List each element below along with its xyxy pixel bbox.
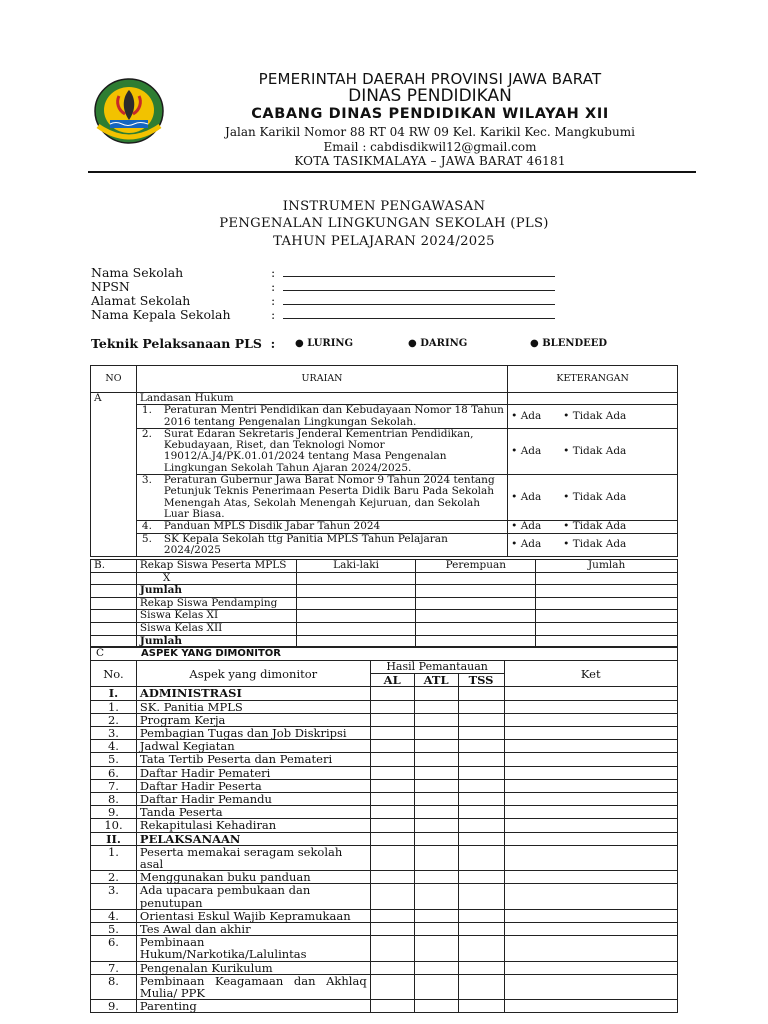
table-row: 3. Ada upacara pembukaan dan penutupan <box>91 884 678 909</box>
check-cell[interactable] <box>458 961 504 974</box>
check-cell[interactable] <box>414 819 458 832</box>
check-cell[interactable] <box>370 753 414 766</box>
table-row: 1. Peserta memakai seragam sekolah asal <box>91 845 678 870</box>
header-agency: DINAS PENDIDIKAN <box>348 86 512 106</box>
check-cell[interactable] <box>504 923 678 936</box>
ada-option[interactable]: • Ada <box>511 520 542 533</box>
check-cell[interactable] <box>414 753 458 766</box>
table-row: Siswa Kelas XI <box>91 610 678 623</box>
table-row: 2. Surat Edaran Sekretaris Jenderal Kementrian Pendidikan, Kebudayaan, Riset, dan Teknologi Nomor 19012/A.J4/PK.01.01/2024 tentang Masa Pengenalan Lingkungan Sekolah Tahun Ajaran 2024/2025. • Ada • Tidak Ada <box>91 428 678 474</box>
table-row: Rekap Siswa Pendamping <box>91 597 678 610</box>
check-cell[interactable] <box>504 909 678 922</box>
check-cell[interactable] <box>370 727 414 740</box>
check-cell[interactable] <box>414 727 458 740</box>
check-cell[interactable] <box>504 845 678 870</box>
check-cell[interactable] <box>504 961 678 974</box>
check-cell[interactable] <box>458 884 504 909</box>
blank-line[interactable] <box>283 308 555 319</box>
ada-option[interactable]: • Ada <box>511 491 542 504</box>
check-cell[interactable] <box>458 793 504 806</box>
blank-line[interactable] <box>283 280 555 291</box>
check-cell[interactable] <box>504 832 678 845</box>
table-aspek-dimonitor <box>90 660 678 1013</box>
table-row: 6. Pembinaan Hukum/Narkotika/Lalulintas <box>91 936 678 961</box>
teknik-label: Teknik Pelaksanaan PLS : <box>91 336 276 351</box>
check-cell[interactable] <box>370 871 414 884</box>
check-cell[interactable] <box>414 713 458 726</box>
check-cell[interactable] <box>370 806 414 819</box>
table-row: 8. Daftar Hadir Pemandu <box>91 793 678 806</box>
ada-option[interactable]: • Ada <box>511 444 542 457</box>
table-landasan-hukum <box>90 365 678 557</box>
check-cell[interactable] <box>504 871 678 884</box>
check-cell[interactable] <box>370 832 414 845</box>
check-cell[interactable] <box>458 713 504 726</box>
check-cell[interactable] <box>370 974 414 999</box>
option-daring[interactable]: ● DARING <box>408 338 468 349</box>
check-cell[interactable] <box>414 700 458 713</box>
check-cell[interactable] <box>504 779 678 792</box>
table-row: 8. Pembinaan Keagamaan dan Akhlaq Mulia/ PPK <box>91 974 678 999</box>
tidak-ada-option[interactable]: • Tidak Ada <box>563 444 627 457</box>
table-row: 1. Peraturan Mentri Pendidikan dan Kebudayaan Nomor 18 Tahun 2016 tentang Pengenalan Lingkungan Sekolah. • Ada • Tidak Ada <box>91 405 678 429</box>
header-city: KOTA TASIKMALAYA – JAWA BARAT 46181 <box>294 154 566 168</box>
west-java-emblem-logo <box>92 76 166 146</box>
ada-option[interactable]: • Ada <box>511 538 542 551</box>
header-branch: CABANG DINAS PENDIDIKAN WILAYAH XII <box>251 106 609 122</box>
col-no: No. <box>91 661 137 687</box>
section-letter-b: B. <box>91 560 137 573</box>
table-row: 2. Program Kerja <box>91 713 678 726</box>
table-row: 5. SK Kepala Sekolah ttg Panitia MPLS Tahun Pelajaran 2024/2025 • Ada • Tidak Ada <box>91 533 678 557</box>
check-cell[interactable] <box>504 936 678 961</box>
check-cell[interactable] <box>458 753 504 766</box>
check-cell[interactable] <box>414 806 458 819</box>
ada-option[interactable]: • Ada <box>511 409 542 422</box>
table-row: X <box>91 572 678 585</box>
table-row: 3. Pembagian Tugas dan Job Diskripsi <box>91 727 678 740</box>
header-government: PEMERINTAH DAERAH PROVINSI JAWA BARAT <box>258 70 602 88</box>
check-cell[interactable] <box>458 845 504 870</box>
check-cell[interactable] <box>414 687 458 700</box>
check-cell[interactable] <box>414 923 458 936</box>
field-nama-kepala-sekolah: Nama Kepala Sekolah : <box>91 307 555 322</box>
check-cell[interactable] <box>504 1000 678 1013</box>
check-cell[interactable] <box>414 1000 458 1013</box>
check-cell[interactable] <box>414 793 458 806</box>
table-row: 1. SK. Panitia MPLS <box>91 700 678 713</box>
tidak-ada-option[interactable]: • Tidak Ada <box>563 491 627 504</box>
section-title: Landasan Hukum <box>136 393 507 405</box>
tidak-ada-option[interactable]: • Tidak Ada <box>563 409 627 422</box>
table-row: I. ADMINISTRASI <box>91 687 678 700</box>
check-cell[interactable] <box>458 700 504 713</box>
check-cell[interactable] <box>458 687 504 700</box>
check-cell[interactable] <box>458 923 504 936</box>
check-cell[interactable] <box>414 909 458 922</box>
table-row: Siswa Kelas XII <box>91 622 678 635</box>
check-cell[interactable] <box>458 974 504 999</box>
field-npsn: NPSN : <box>91 279 555 294</box>
table-row: 5. Tata Tertib Peserta dan Pemateri <box>91 753 678 766</box>
doc-title-3: TAHUN PELAJARAN 2024/2025 <box>273 234 495 249</box>
option-blendeed[interactable]: ● BLENDEED <box>530 338 608 349</box>
tidak-ada-option[interactable]: • Tidak Ada <box>563 520 627 533</box>
table-row: II. PELAKSANAAN <box>91 832 678 845</box>
check-cell[interactable] <box>414 961 458 974</box>
check-cell[interactable] <box>370 687 414 700</box>
check-cell[interactable] <box>414 974 458 999</box>
col-perempuan: Perempuan <box>416 560 536 573</box>
section-letter: A <box>91 393 137 405</box>
col-no: NO <box>91 366 137 393</box>
check-cell[interactable] <box>414 845 458 870</box>
table-row: 4. Panduan MPLS Disdik Jabar Tahun 2024 • Ada • Tidak Ada <box>91 521 678 533</box>
check-cell[interactable] <box>504 793 678 806</box>
table-rekap-siswa <box>90 559 678 648</box>
check-cell[interactable] <box>504 766 678 779</box>
check-cell[interactable] <box>458 806 504 819</box>
table-row: 7. Daftar Hadir Peserta <box>91 779 678 792</box>
check-cell[interactable] <box>504 727 678 740</box>
col-aspek: Aspek yang dimonitor <box>136 661 370 687</box>
check-cell[interactable] <box>370 909 414 922</box>
doc-title-1: INSTRUMEN PENGAWASAN <box>282 199 486 214</box>
check-cell[interactable] <box>458 819 504 832</box>
check-cell[interactable] <box>370 793 414 806</box>
header-email: Email : cabdisdikwil12@gmail.com <box>323 140 537 154</box>
table-row: Jumlah <box>91 635 678 648</box>
field-nama-sekolah: Nama Sekolah : <box>91 265 555 280</box>
check-cell[interactable] <box>458 779 504 792</box>
check-cell[interactable] <box>370 961 414 974</box>
col-atl: ATL <box>414 674 458 687</box>
check-cell[interactable] <box>458 766 504 779</box>
table-row: 3. Peraturan Gubernur Jawa Barat Nomor 9 Tahun 2024 tentang Petunjuk Teknis Penerimaan Peserta Didik Baru Pada Sekolah Menengah Atas, Sekolah Menengah Kejuruan, dan Sekolah Luar Biasa. • Ada • Tidak Ada <box>91 475 678 521</box>
check-cell[interactable] <box>504 687 678 700</box>
option-luring[interactable]: ● LURING <box>295 338 354 349</box>
check-cell[interactable] <box>458 936 504 961</box>
check-cell[interactable] <box>414 936 458 961</box>
check-cell[interactable] <box>504 806 678 819</box>
field-alamat-sekolah: Alamat Sekolah : <box>91 293 555 308</box>
table-row: 10. Rekapitulasi Kehadiran <box>91 819 678 832</box>
check-cell[interactable] <box>370 779 414 792</box>
check-cell[interactable] <box>458 740 504 753</box>
table-row: 2. Menggunakan buku panduan <box>91 871 678 884</box>
check-cell[interactable] <box>414 779 458 792</box>
blank-line[interactable] <box>283 266 555 277</box>
col-hasil: Hasil Pemantauan <box>370 661 504 674</box>
check-cell[interactable] <box>458 1000 504 1013</box>
check-cell[interactable] <box>504 753 678 766</box>
col-keterangan: KETERANGAN <box>508 366 678 393</box>
check-cell[interactable] <box>504 740 678 753</box>
table-row: 9. Parenting <box>91 1000 678 1013</box>
check-cell[interactable] <box>370 713 414 726</box>
check-cell[interactable] <box>370 936 414 961</box>
check-cell[interactable] <box>458 909 504 922</box>
col-tss: TSS <box>458 674 504 687</box>
check-cell[interactable] <box>370 700 414 713</box>
col-rekap: Rekap Siswa Peserta MPLS <box>136 560 296 573</box>
check-cell[interactable] <box>504 819 678 832</box>
check-cell[interactable] <box>370 884 414 909</box>
col-al: AL <box>370 674 414 687</box>
col-laki: Laki-laki <box>296 560 416 573</box>
check-cell[interactable] <box>414 871 458 884</box>
header-address: Jalan Karikil Nomor 88 RT 04 RW 09 Kel. Karikil Kec. Mangkubumi <box>225 125 635 139</box>
check-cell[interactable] <box>504 713 678 726</box>
check-cell[interactable] <box>370 740 414 753</box>
doc-title-2: PENGENALAN LINGKUNGAN SEKOLAH (PLS) <box>219 216 549 231</box>
check-cell[interactable] <box>414 832 458 845</box>
table-row: Jumlah <box>91 585 678 598</box>
section-c-header: C ASPEK YANG DIMONITOR <box>90 646 678 660</box>
check-cell[interactable] <box>458 871 504 884</box>
letterhead-divider <box>88 171 696 173</box>
tidak-ada-option[interactable]: • Tidak Ada <box>563 538 627 551</box>
col-uraian: URAIAN <box>136 366 507 393</box>
table-row: 4. Orientasi Eskul Wajib Kepramukaan <box>91 909 678 922</box>
table-row: 7. Pengenalan Kurikulum <box>91 961 678 974</box>
blank-line[interactable] <box>283 294 555 305</box>
check-cell[interactable] <box>414 766 458 779</box>
table-row: 4. Jadwal Kegiatan <box>91 740 678 753</box>
check-cell[interactable] <box>370 1000 414 1013</box>
table-row: 5. Tes Awal dan akhir <box>91 923 678 936</box>
check-cell[interactable] <box>370 766 414 779</box>
check-cell[interactable] <box>414 884 458 909</box>
col-ket: Ket <box>504 661 678 687</box>
check-cell[interactable] <box>414 740 458 753</box>
check-cell[interactable] <box>504 884 678 909</box>
table-row: 9. Tanda Peserta <box>91 806 678 819</box>
check-cell[interactable] <box>504 700 678 713</box>
check-cell[interactable] <box>370 923 414 936</box>
col-jumlah: Jumlah <box>536 560 678 573</box>
check-cell[interactable] <box>458 832 504 845</box>
check-cell[interactable] <box>370 845 414 870</box>
table-row: 6. Daftar Hadir Pemateri <box>91 766 678 779</box>
check-cell[interactable] <box>458 727 504 740</box>
check-cell[interactable] <box>504 974 678 999</box>
check-cell[interactable] <box>370 819 414 832</box>
